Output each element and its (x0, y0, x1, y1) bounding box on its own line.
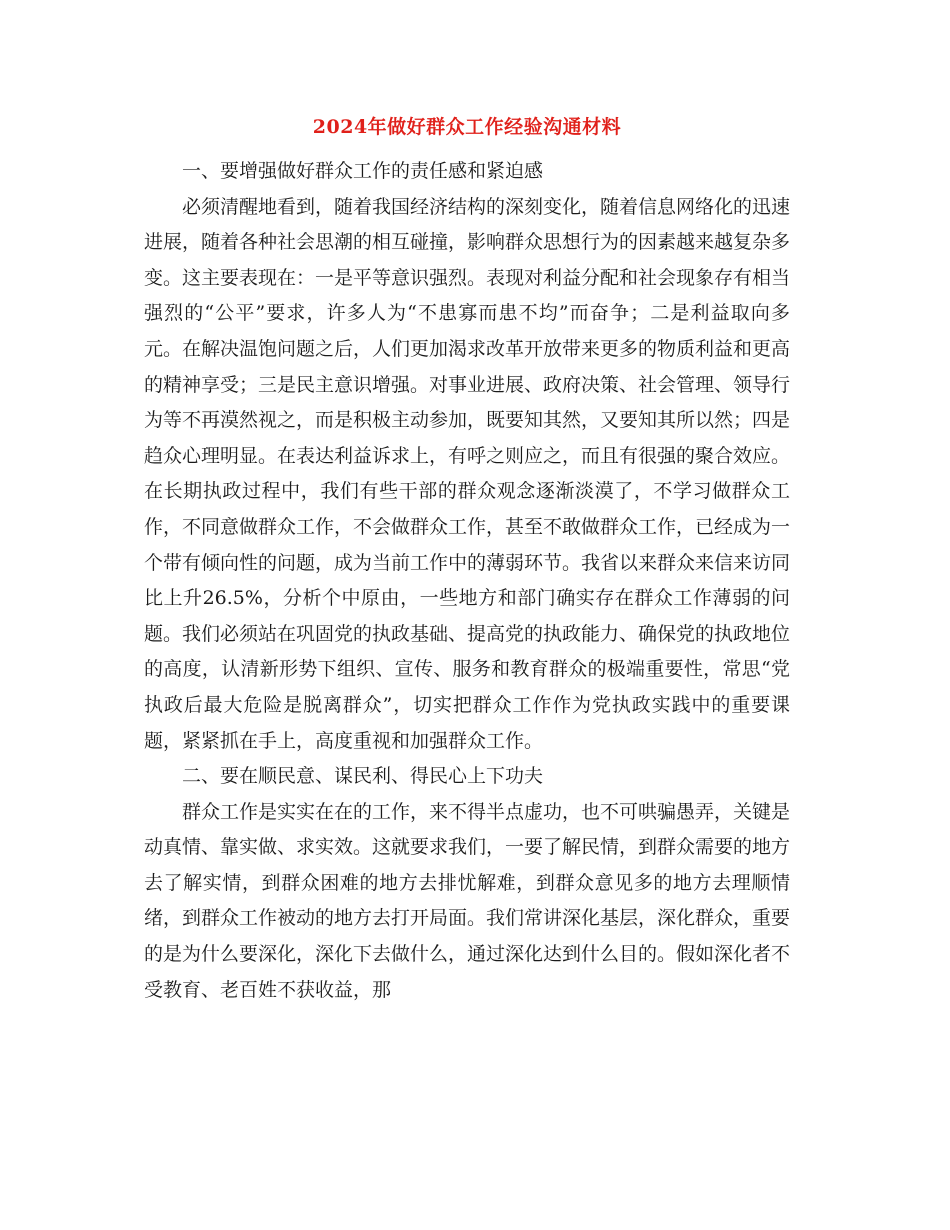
document-body (144, 154, 790, 1008)
section-heading-2: 二、要在顺民意、谋民利、得民心上下功夫 (182, 765, 544, 788)
section-paragraph-1: 必须清醒地看到，随着我国经济结构的深刻变化，随着信息网络化的迅速进展，随着各种社会思潮的相互碰撞，影响群众思想行为的因素越来越复杂多变。这主要表现在：一是平等意识强烈。表现对利益分配和社会现象存有相当强烈的“公平”要求，许多人为“不患寡而患不均”而奋争；二是利益取向多元。在解决温饱问题之后，人们更加渴求改革开放带来更多的物质利益和更高的精神享受；三是民主意识增强。对事业进展、政府决策、社会管理、领导行为等不再漠然视之，而是积极主动参加，既要知其然，又要知其所以然；四是趋众心理明显。在表达利益诉求上，有呼之则应之，而且有很强的聚合效应。在长期执政过程中，我们有些干部的群众观念逐渐淡漠了，不学习做群众工作，不同意做群众工作，不会做群众工作，甚至不敢做群众工作，已经成为一个带有倾向性的问题，成为当前工作中的薄弱环节。我省以来群众来信来访同比上升26.5%，分析个中原由，一些地方和部门确实存在群众工作薄弱的问题。我们必须站在巩固党的执政基础、提高党的执政能力、确保党的执政地位的高度，认清新形势下组织、宣传、服务和教育群众的极端重要性，常思“党执政后最大危险是脱离群众”，切实把群众工作作为党执政实践中的重要课题，紧紧抓在手上，高度重视和加强群众工作。 (144, 195, 791, 752)
section-paragraph-2: 群众工作是实实在在的工作，来不得半点虚功，也不可哄骗愚弄，关键是动真情、靠实做、求实效。这就要求我们，一要了解民情，到群众需要的地方去了解实情，到群众困难的地方去排忧解难，到群众意见多的地方去理顺情绪，到群众工作被动的地方去打开局面。我们常讲深化基层，深化群众，重要的是为什么要深化，深化下去做什么，通过深化达到什么目的。假如深化者不受教育、老百姓不获收益，那 (144, 800, 791, 1001)
document-title: 2024年做好群众工作经验沟通材料 (312, 116, 622, 138)
section-heading-1: 一、要增强做好群众工作的责任感和紧迫感 (182, 160, 544, 182)
